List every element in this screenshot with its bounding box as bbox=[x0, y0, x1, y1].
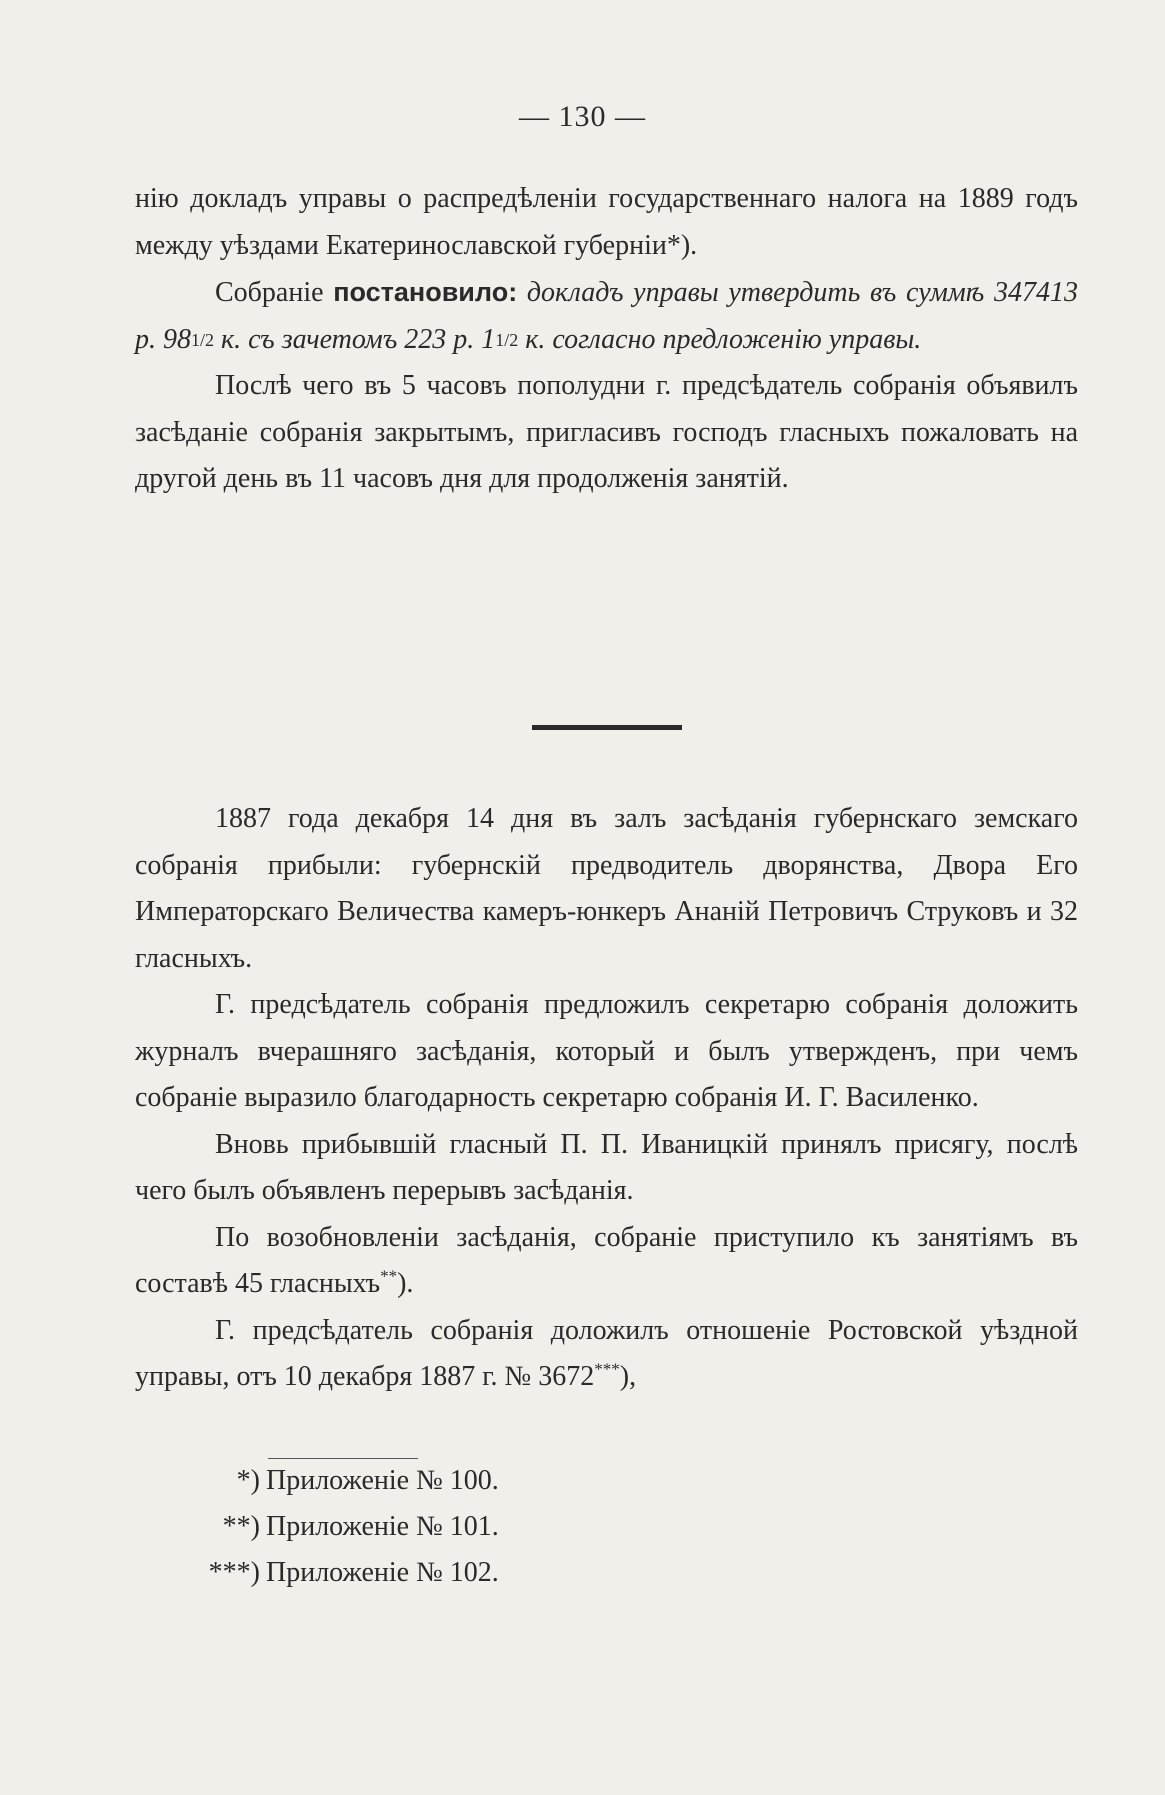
paragraph-text: Г. предсѣдатель собранія доложилъ отношеніе Ростовской уѣздной управы, отъ 10 декабря 1887 г. № 3672 bbox=[135, 1314, 1078, 1392]
paragraph: Послѣ чего въ 5 часовъ пополудни г. предсѣдатель собранія объявилъ засѣданіе собранія закрытымъ, пригласивъ господъ гласныхъ пожаловать на другой день въ 11 часовъ дня для продолженія занятій. bbox=[135, 370, 1078, 494]
footnote-item bbox=[140, 1458, 640, 1504]
footnote-ref: *** bbox=[594, 1359, 620, 1379]
resolution-keyword: постановило: bbox=[333, 277, 518, 307]
paragraph-text: По возобновленіи засѣданія, собраніе приступило къ занятіямъ въ составѣ 45 гласныхъ bbox=[135, 1221, 1078, 1299]
paragraph bbox=[135, 1308, 1078, 1401]
session-section bbox=[135, 796, 1078, 1401]
footnotes bbox=[140, 1458, 640, 1596]
footnote-text: Приложеніе № 100. bbox=[266, 1465, 499, 1496]
resolution-text: докладъ управы утвердить въ суммѣ 347413 р. 98 bbox=[135, 277, 1079, 355]
footnote-mark: **) bbox=[222, 1511, 260, 1542]
footnote-text: Приложеніе № 102. bbox=[266, 1557, 499, 1588]
paragraph-lead: Собраніе bbox=[215, 277, 334, 308]
paragraph bbox=[135, 1215, 1078, 1308]
fraction: 1/2 bbox=[191, 329, 215, 350]
resolution-text: к. съ зачетомъ 223 р. 1 bbox=[214, 323, 496, 355]
paragraph: Вновь прибывшій гласный П. П. Иваницкій принялъ присягу, послѣ чего былъ объявленъ перерывъ засѣданія. bbox=[135, 1128, 1078, 1206]
section-continuation bbox=[135, 176, 1078, 503]
resolution-text: к. согласно предложенію управы. bbox=[518, 323, 922, 355]
footnote-item bbox=[140, 1504, 640, 1550]
section-divider bbox=[532, 725, 682, 730]
page-number: — 130 — bbox=[519, 100, 646, 133]
footnote-text: Приложеніе № 101. bbox=[266, 1511, 499, 1542]
footnote-item bbox=[140, 1550, 640, 1596]
paragraph: нію докладъ управы о распредѣленіи государственнаго налога на 1889 годъ между уѣздами Екатеринославской губерніи*). bbox=[135, 183, 1078, 261]
resolution-paragraph bbox=[135, 269, 1078, 363]
paragraph: Г. предсѣдатель собранія предложилъ секретарю собранія доложить журналъ вчерашняго засѣданія, который и былъ утвержденъ, при чемъ собраніе выразило благодарность секретарю собранія И. Г. Василенко. bbox=[135, 989, 1078, 1113]
paragraph: 1887 года декабря 14 дня въ залъ засѣданія губернскаго земскаго собранія прибыли: губернскій предводитель дворянства, Двора Его Императорскаго Величества камеръ-юнкеръ Ананій Петровичъ Струковъ и 32 гласныхъ. bbox=[135, 803, 1078, 974]
paragraph-end: ), bbox=[619, 1361, 637, 1392]
fraction: 1/2 bbox=[495, 329, 519, 350]
footnote-mark: ***) bbox=[208, 1557, 260, 1588]
paragraph-end: ). bbox=[397, 1268, 414, 1299]
footnote-ref: ** bbox=[380, 1266, 398, 1286]
footnote-mark: *) bbox=[236, 1465, 260, 1496]
